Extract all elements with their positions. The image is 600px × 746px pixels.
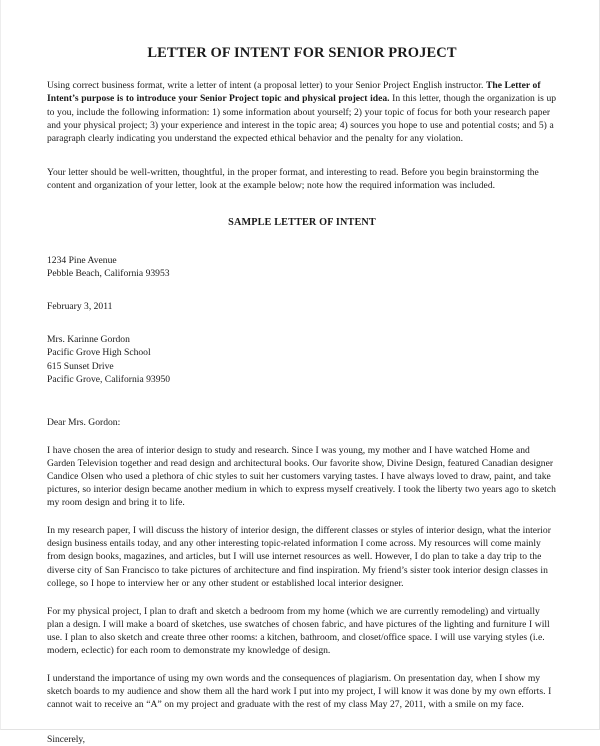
sender-address-line: Pebble Beach, California 93953 xyxy=(47,268,170,280)
letter-date: February 3, 2011 xyxy=(47,301,113,313)
sender-address-block xyxy=(47,254,557,280)
recipient-address-line: 615 Sunset Drive xyxy=(47,360,114,372)
sample-letter-heading: SAMPLE LETTER OF INTENT xyxy=(228,217,376,229)
recipient-address-line: Mrs. Karinne Gordon xyxy=(47,334,130,346)
letter-salutation: Dear Mrs. Gordon: xyxy=(47,416,121,428)
recipient-address-line: Pacific Grove High School xyxy=(47,347,151,359)
letter-body-paragraph: I understand the importance of using my own words and the consequences of plagiarism. On presentation day, when I show my sketch boards to my audience and show them all the hard work I put into my project, I will know it was done by my own efforts. I cannot wait to receive an “A” on my project and graduate with the rest of my class May 27, 2011, with a smile on my face. xyxy=(47,673,552,711)
instructions-p1-emphasis: The Letter of Intent’s purpose is to introduce your Senior Project topic and physical project idea. xyxy=(47,80,541,105)
instructions-paragraph-2: Your letter should be well-written, thoughtful, in the proper format, and interesting to read. Before you begin brainstorming the content and organization of your letter, look at the example below; note how the required information was included. xyxy=(47,166,539,191)
instructions-p1-tail: In this letter, though the organization is up to you, include the following information: 1) some information about yourself; 2) your topic of focus for both your research paper and your physical project; 3) your experience and interest in the topic area; 4) sources you hope to use and potential costs; and 5) a paragraph clearly indicating you understand the expected ethical behavior and the penalty for any violation. xyxy=(47,93,557,144)
recipient-address-line: Pacific Grove, California 93950 xyxy=(47,373,171,385)
recipient-address-block xyxy=(47,333,557,385)
page-title: LETTER OF INTENT FOR SENIOR PROJECT xyxy=(147,45,457,61)
document-body xyxy=(47,0,557,746)
letter-closing: Sincerely, xyxy=(47,734,86,746)
sender-address-line: 1234 Pine Avenue xyxy=(47,255,117,267)
letter-body-paragraph: For my physical project, I plan to draft and sketch a bedroom from my home (which we are currently remodeling) and virtually plan a design. I will make a board of sketches, use swatches of chosen fabric, and have pictures of the lighting and furniture I will use. I plan to also sketch and create three other rooms: a kitchen, bathroom, and closet/office space. I will use varying styles (i.e. modern, eclectic) for each room to demonstrate my knowledge of design. xyxy=(47,605,550,657)
instructions-paragraph-1 xyxy=(47,79,557,144)
letter-body-paragraph: In my research paper, I will discuss the history of interior design, the different classes or styles of interior design, what the interior design business entails today, and any other interesting topic-related information I come across. My resources will come mainly from design books, magazines, and articles, but I will use internet resources as well. However, I do plan to take a day trip to the diverse city of San Francisco to take pictures of architecture and find inspiration. My friend’s sister took interior design classes in college, so I hope to interview her or any other student or established local interior designer. xyxy=(47,525,551,589)
letter-body-paragraph: I have chosen the area of interior design to study and research. Since I was young, my mother and I have watched Home and Garden Television together and read design and architectural books. Our favorite show, Divine Design, featured Canadian designer Candice Olsen who used a plethora of chic styles to suit her customers varying tastes. I have always loved to draw, paint, and take pictures, so interior design became another medium in which to express myself creatively. I took the liberty two years ago to sketch my room design and bring it to life. xyxy=(47,444,556,509)
instructions-p1-lead: Using correct business format, write a letter of intent (a proposal letter) to your Senior Project English instructor. xyxy=(47,80,486,92)
